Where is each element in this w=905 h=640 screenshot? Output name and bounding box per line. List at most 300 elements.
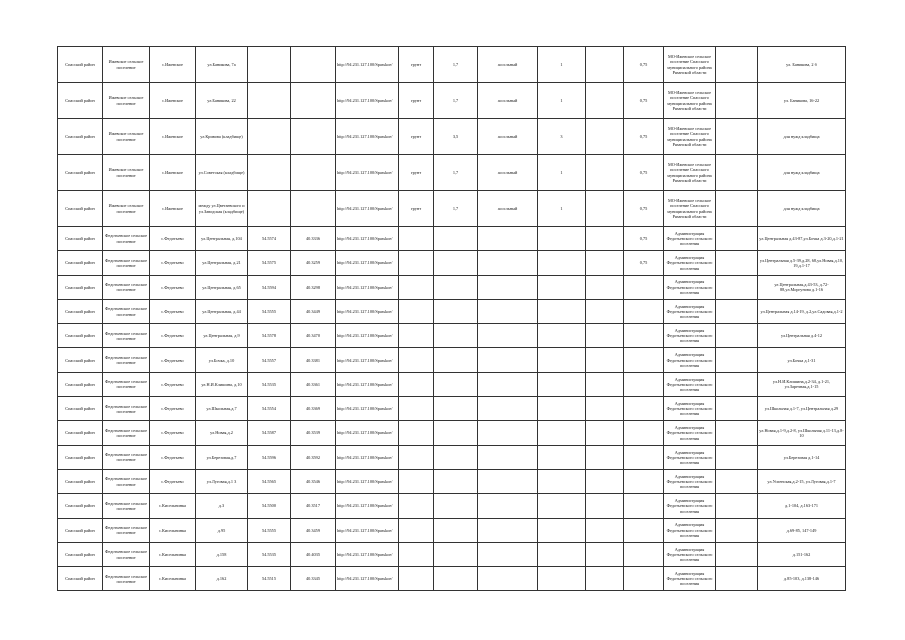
table-row [58, 119, 846, 155]
cell-latitude: 54.5578 [248, 324, 291, 348]
cell-photo-link[interactable]: http://94.231.127.100/Spasskoe/ [336, 372, 399, 396]
cell-col-15 [716, 469, 758, 493]
cell-col-12 [586, 275, 624, 299]
cell-served-addresses: ул.Центральная,д.43-53, д.72-88,ул.Моргунова д.1-16 [758, 275, 846, 299]
cell-area: 1,7 [434, 47, 478, 83]
cell-col-12 [586, 348, 624, 372]
cell-area: 1,7 [434, 155, 478, 191]
cell-longitude: 40.3546 [291, 469, 336, 493]
cell-container-count: 1 [538, 47, 586, 83]
cell-locality: с.Кисельнинка [150, 567, 196, 591]
cell-container-count [538, 227, 586, 251]
cell-settlement: Федотьевское сельское поселение [103, 445, 150, 469]
cell-area [434, 567, 478, 591]
cell-col-12 [586, 83, 624, 119]
cell-fence [478, 445, 538, 469]
cell-photo-link[interactable]: http://94.231.127.100/Spasskoe/ [336, 445, 399, 469]
cell-district: Спасский район [58, 348, 103, 372]
cell-address: ул.Центральная, д.65 [196, 275, 248, 299]
cell-col-15 [716, 567, 758, 591]
cell-col-12 [586, 518, 624, 542]
cell-address: ул.Центральная, д.104 [196, 227, 248, 251]
cell-served-addresses: ул.Центральная д.14-19, д.2,ул.Садовая,д.1-2 [758, 299, 846, 323]
cell-latitude [248, 119, 291, 155]
cell-settlement: Федотьевское сельское поселение [103, 372, 150, 396]
cell-col-12 [586, 324, 624, 348]
cell-owner: Администрация Федотьевского сельского поселения [664, 542, 716, 566]
cell-latitude: 54.5574 [248, 227, 291, 251]
cell-surface [399, 372, 434, 396]
cell-owner: МО-Ижевское сельское поселение Спасского муниципального района Рязанской области [664, 83, 716, 119]
cell-col-15 [716, 421, 758, 445]
cell-container-count [538, 421, 586, 445]
cell-col-15 [716, 518, 758, 542]
cell-area [434, 348, 478, 372]
cell-col-12 [586, 155, 624, 191]
cell-address: д.3 [196, 494, 248, 518]
cell-fence [478, 421, 538, 445]
cell-owner: Администрация Федотьевского сельского поселения [664, 567, 716, 591]
table-row [58, 83, 846, 119]
cell-district: Спасский район [58, 47, 103, 83]
cell-district: Спасский район [58, 494, 103, 518]
cell-photo-link[interactable]: http://94.231.127.100/Spasskoe/ [336, 83, 399, 119]
cell-longitude [291, 191, 336, 227]
cell-district: Спасский район [58, 397, 103, 421]
cell-col-15 [716, 275, 758, 299]
cell-surface [399, 494, 434, 518]
cell-area [434, 397, 478, 421]
cell-locality: с.Федотьево [150, 397, 196, 421]
cell-container-count: 1 [538, 83, 586, 119]
cell-address: д.158 [196, 542, 248, 566]
cell-locality: с.Федотьево [150, 324, 196, 348]
cell-volume [624, 494, 664, 518]
cell-district: Спасский район [58, 227, 103, 251]
cell-col-15 [716, 251, 758, 275]
cell-area [434, 445, 478, 469]
cell-locality: с.Кисельнинка [150, 542, 196, 566]
cell-surface [399, 324, 434, 348]
cell-latitude: 54.5596 [248, 445, 291, 469]
cell-latitude: 54.5557 [248, 348, 291, 372]
cell-locality: с.Федотьево [150, 251, 196, 275]
cell-area [434, 518, 478, 542]
cell-owner: Администрация Федотьевского сельского поселения [664, 275, 716, 299]
cell-latitude [248, 155, 291, 191]
cell-fence [478, 348, 538, 372]
table-row [58, 518, 846, 542]
cell-volume [624, 397, 664, 421]
cell-served-addresses: ул. Баникова, 2 б [758, 47, 846, 83]
cell-settlement: Ижевское сельское поселение [103, 155, 150, 191]
cell-col-12 [586, 445, 624, 469]
cell-col-15 [716, 542, 758, 566]
cell-locality: с.Ижевское [150, 155, 196, 191]
cell-locality: с.Ижевское [150, 83, 196, 119]
cell-container-count [538, 397, 586, 421]
cell-container-count [538, 567, 586, 591]
cell-photo-link[interactable]: http://94.231.127.100/Spasskoe/ [336, 227, 399, 251]
cell-container-count [538, 445, 586, 469]
cell-volume [624, 299, 664, 323]
cell-area [434, 421, 478, 445]
cell-fence [478, 372, 538, 396]
cell-longitude: 40.3459 [291, 518, 336, 542]
cell-locality: с.Ижевское [150, 191, 196, 227]
cell-address: ул.Советская (кладбище) [196, 155, 248, 191]
cell-settlement: Ижевское сельское поселение [103, 191, 150, 227]
cell-locality: с.Федотьево [150, 469, 196, 493]
cell-fence [478, 397, 538, 421]
cell-photo-link[interactable]: http://94.231.127.100/Spasskoe/ [336, 421, 399, 445]
table-row [58, 397, 846, 421]
cell-address: д.95 [196, 518, 248, 542]
cell-owner: Администрация Федотьевского сельского поселения [664, 348, 716, 372]
cell-container-count: 1 [538, 155, 586, 191]
cell-volume [624, 275, 664, 299]
cell-settlement: Федотьевское сельское поселение [103, 251, 150, 275]
cell-locality: с.Федотьево [150, 445, 196, 469]
cell-owner: МО-Ижевское сельское поселение Спасского муниципального района Рязанской области [664, 155, 716, 191]
cell-photo-link[interactable]: http://94.231.127.100/Spasskoe/ [336, 324, 399, 348]
cell-surface: грунт [399, 191, 434, 227]
cell-volume: 0,75 [624, 119, 664, 155]
cell-district: Спасский район [58, 469, 103, 493]
cell-photo-link[interactable]: http://94.231.127.100/Spasskoe/ [336, 348, 399, 372]
cell-longitude: 40.3336 [291, 227, 336, 251]
cell-district: Спасский район [58, 445, 103, 469]
cell-locality: с.Федотьево [150, 348, 196, 372]
cell-surface [399, 445, 434, 469]
cell-address: ул.Кривова (кладбище) [196, 119, 248, 155]
cell-settlement: Федотьевское сельское поселение [103, 275, 150, 299]
cell-latitude: 54.5555 [248, 518, 291, 542]
cell-owner: Администрация Федотьевского сельского поселения [664, 494, 716, 518]
cell-photo-link[interactable]: http://94.231.127.100/Spasskoe/ [336, 155, 399, 191]
cell-surface: грунт [399, 47, 434, 83]
cell-fence [478, 518, 538, 542]
cell-fence: асосльный [478, 155, 538, 191]
cell-address: ул.Баникова, 22 [196, 83, 248, 119]
cell-district: Спасский район [58, 83, 103, 119]
table-row [58, 191, 846, 227]
cell-locality: с.Ижевское [150, 119, 196, 155]
cell-volume [624, 567, 664, 591]
cell-locality: с.Федотьево [150, 372, 196, 396]
cell-surface [399, 469, 434, 493]
cell-photo-link[interactable]: http://94.231.127.100/Spasskoe/ [336, 119, 399, 155]
cell-latitude [248, 47, 291, 83]
cell-fence [478, 542, 538, 566]
cell-settlement: Ижевское сельское поселение [103, 119, 150, 155]
cell-area [434, 494, 478, 518]
cell-address: ул.Березовая,д.7 [196, 445, 248, 469]
cell-col-12 [586, 567, 624, 591]
cell-fence: асосльный [478, 119, 538, 155]
cell-fence: асосльный [478, 47, 538, 83]
cell-latitude: 54.5500 [248, 494, 291, 518]
cell-surface [399, 567, 434, 591]
cell-fence: асосльный [478, 191, 538, 227]
cell-longitude: 40.3369 [291, 397, 336, 421]
cell-surface [399, 299, 434, 323]
cell-district: Спасский район [58, 372, 103, 396]
cell-served-addresses: для нужд кладбища [758, 119, 846, 155]
cell-photo-link[interactable]: http://94.231.127.100/Spasskoe/ [336, 47, 399, 83]
cell-district: Спасский район [58, 119, 103, 155]
cell-address: ул.Центральная, д.9 [196, 324, 248, 348]
cell-longitude: 40.3470 [291, 324, 336, 348]
cell-col-12 [586, 372, 624, 396]
cell-photo-link[interactable]: http://94.231.127.100/Spasskoe/ [336, 518, 399, 542]
cell-settlement: Федотьевское сельское поселение [103, 518, 150, 542]
cell-container-count [538, 275, 586, 299]
cell-area: 1,7 [434, 191, 478, 227]
cell-col-12 [586, 47, 624, 83]
cell-surface [399, 348, 434, 372]
container-sites-table [57, 46, 846, 591]
cell-col-12 [586, 119, 624, 155]
cell-owner: Администрация Федотьевского сельского поселения [664, 324, 716, 348]
cell-settlement: Федотьевское сельское поселение [103, 324, 150, 348]
cell-fence [478, 324, 538, 348]
cell-area [434, 275, 478, 299]
cell-locality: с.Кисельнинка [150, 518, 196, 542]
cell-district: Спасский район [58, 155, 103, 191]
cell-surface [399, 251, 434, 275]
cell-longitude: 40.3539 [291, 421, 336, 445]
cell-address: ул.Новая,д.2 [196, 421, 248, 445]
cell-photo-link[interactable]: http://94.231.127.100/Spasskoe/ [336, 299, 399, 323]
cell-longitude: 40.3381 [291, 348, 336, 372]
cell-latitude: 54.5535 [248, 542, 291, 566]
cell-surface [399, 518, 434, 542]
cell-served-addresses: ул.Бочка д.1-31 [758, 348, 846, 372]
cell-volume: 0,75 [624, 227, 664, 251]
cell-area [434, 372, 478, 396]
cell-fence [478, 299, 538, 323]
cell-area [434, 542, 478, 566]
cell-col-12 [586, 397, 624, 421]
cell-fence [478, 567, 538, 591]
cell-fence [478, 227, 538, 251]
cell-address: ул.Н.И.Клишина, д.10 [196, 372, 248, 396]
cell-longitude [291, 83, 336, 119]
cell-locality: с.Федотьево [150, 275, 196, 299]
cell-latitude: 54.5565 [248, 469, 291, 493]
cell-longitude: 40.3592 [291, 445, 336, 469]
table-row [58, 372, 846, 396]
cell-col-15 [716, 191, 758, 227]
cell-settlement: Федотьевское сельское поселение [103, 421, 150, 445]
cell-address: ул.Бочка, д.10 [196, 348, 248, 372]
cell-district: Спасский район [58, 518, 103, 542]
cell-col-12 [586, 299, 624, 323]
table-row [58, 155, 846, 191]
cell-settlement: Федотьевское сельское поселение [103, 299, 150, 323]
cell-photo-link[interactable]: http://94.231.127.100/Spasskoe/ [336, 567, 399, 591]
cell-fence: асосльный [478, 83, 538, 119]
cell-volume [624, 469, 664, 493]
cell-surface [399, 542, 434, 566]
cell-fence [478, 494, 538, 518]
cell-served-addresses: д.85-103, д.138-146 [758, 567, 846, 591]
cell-area [434, 469, 478, 493]
cell-served-addresses: ул.Школьная д.1-7, ул.Центральная д.29 [758, 397, 846, 421]
cell-volume [624, 372, 664, 396]
cell-district: Спасский район [58, 191, 103, 227]
cell-longitude: 40.3449 [291, 299, 336, 323]
cell-owner: Администрация Федотьевского сельского поселения [664, 372, 716, 396]
cell-volume [624, 324, 664, 348]
cell-volume: 0,75 [624, 83, 664, 119]
cell-latitude [248, 191, 291, 227]
cell-address: между ул.Цветаевского и ул.Заводская (кладбище) [196, 191, 248, 227]
cell-container-count: 1 [538, 191, 586, 227]
cell-area: 1,7 [434, 83, 478, 119]
cell-container-count [538, 299, 586, 323]
cell-area [434, 324, 478, 348]
cell-served-addresses: ул.Центральная д.5-39,д.28, 68,ул.Новая,д.10, 19,д.1-17 [758, 251, 846, 275]
table-row [58, 469, 846, 493]
cell-col-12 [586, 251, 624, 275]
cell-surface [399, 227, 434, 251]
cell-latitude: 54.5575 [248, 251, 291, 275]
cell-photo-link[interactable]: http://94.231.127.100/Spasskoe/ [336, 251, 399, 275]
table-row [58, 251, 846, 275]
cell-col-12 [586, 421, 624, 445]
cell-latitude: 54.5555 [248, 299, 291, 323]
cell-photo-link[interactable]: http://94.231.127.100/Spasskoe/ [336, 494, 399, 518]
cell-owner: Администрация Федотьевского сельского поселения [664, 299, 716, 323]
cell-volume: 0,75 [624, 251, 664, 275]
cell-settlement: Федотьевское сельское поселение [103, 567, 150, 591]
cell-served-addresses: для нужд кладбища [758, 191, 846, 227]
cell-district: Спасский район [58, 275, 103, 299]
cell-latitude: 54.5535 [248, 372, 291, 396]
table-row [58, 445, 846, 469]
cell-settlement: Федотьевское сельское поселение [103, 469, 150, 493]
cell-owner: Администрация Федотьевского сельского поселения [664, 397, 716, 421]
cell-photo-link[interactable]: http://94.231.127.100/Spasskoe/ [336, 469, 399, 493]
cell-served-addresses: ул. Баникова, 16-22 [758, 83, 846, 119]
cell-photo-link[interactable]: http://94.231.127.100/Spasskoe/ [336, 275, 399, 299]
cell-address: ул.Центральная, д.44 [196, 299, 248, 323]
cell-col-12 [586, 191, 624, 227]
table-row [58, 275, 846, 299]
cell-surface [399, 275, 434, 299]
table-row [58, 542, 846, 566]
cell-longitude: 40.3298 [291, 275, 336, 299]
cell-volume [624, 421, 664, 445]
cell-owner: МО-Ижевское сельское поселение Спасского муниципального района Рязанской области [664, 119, 716, 155]
cell-col-12 [586, 494, 624, 518]
table-row [58, 299, 846, 323]
cell-col-15 [716, 83, 758, 119]
cell-address: д.162 [196, 567, 248, 591]
cell-photo-link[interactable]: http://94.231.127.100/Spasskoe/ [336, 191, 399, 227]
cell-col-15 [716, 155, 758, 191]
cell-longitude: 40.3345 [291, 567, 336, 591]
cell-photo-link[interactable]: http://94.231.127.100/Spasskoe/ [336, 542, 399, 566]
cell-district: Спасский район [58, 299, 103, 323]
cell-fence [478, 469, 538, 493]
cell-served-addresses: ул.Новая,д.1-9,д.2-8, ул.Школьная д.11-13,д.8-10 [758, 421, 846, 445]
cell-longitude: 40.3361 [291, 372, 336, 396]
cell-col-15 [716, 299, 758, 323]
cell-volume [624, 518, 664, 542]
cell-settlement: Федотьевское сельское поселение [103, 397, 150, 421]
cell-served-addresses: ул.Центральная д.43-87,ул.Бочка д.3-20,д.1-21 [758, 227, 846, 251]
cell-container-count [538, 348, 586, 372]
cell-area: 3,5 [434, 119, 478, 155]
cell-settlement: Федотьевское сельское поселение [103, 542, 150, 566]
cell-district: Спасский район [58, 421, 103, 445]
cell-surface: грунт [399, 119, 434, 155]
cell-served-addresses: д.69-85, 147-149 [758, 518, 846, 542]
table-row [58, 47, 846, 83]
cell-col-15 [716, 494, 758, 518]
table-row [58, 567, 846, 591]
cell-area [434, 251, 478, 275]
cell-surface [399, 397, 434, 421]
cell-latitude: 54.5515 [248, 567, 291, 591]
cell-latitude: 54.5554 [248, 397, 291, 421]
cell-served-addresses: ул.Березовая д.1-14 [758, 445, 846, 469]
cell-served-addresses: ул.Центральная д.4-12 [758, 324, 846, 348]
cell-settlement: Ижевское сельское поселение [103, 47, 150, 83]
cell-address: ул.Баникова, 7а [196, 47, 248, 83]
cell-owner: Администрация Федотьевского сельского поселения [664, 469, 716, 493]
cell-col-12 [586, 469, 624, 493]
cell-container-count [538, 518, 586, 542]
cell-locality: с.Федотьево [150, 299, 196, 323]
cell-container-count [538, 494, 586, 518]
cell-settlement: Ижевское сельское поселение [103, 83, 150, 119]
cell-longitude [291, 47, 336, 83]
cell-owner: Администрация Федотьевского сельского поселения [664, 421, 716, 445]
cell-container-count [538, 324, 586, 348]
cell-address: ул.Луговая,д.1 3 [196, 469, 248, 493]
cell-volume [624, 445, 664, 469]
cell-longitude: 40.3517 [291, 494, 336, 518]
cell-container-count: 3 [538, 119, 586, 155]
cell-container-count [538, 469, 586, 493]
cell-district: Спасский район [58, 251, 103, 275]
cell-district: Спасский район [58, 324, 103, 348]
cell-volume [624, 348, 664, 372]
cell-volume: 0,75 [624, 47, 664, 83]
cell-settlement: Федотьевское сельское поселение [103, 227, 150, 251]
cell-district: Спасский район [58, 542, 103, 566]
cell-col-12 [586, 227, 624, 251]
cell-fence [478, 251, 538, 275]
cell-fence [478, 275, 538, 299]
cell-surface: грунт [399, 83, 434, 119]
cell-col-15 [716, 119, 758, 155]
cell-latitude [248, 83, 291, 119]
cell-locality: с.Федотьево [150, 227, 196, 251]
cell-volume [624, 542, 664, 566]
table-row [58, 227, 846, 251]
table-row [58, 348, 846, 372]
cell-served-addresses: д.151-162 [758, 542, 846, 566]
cell-area [434, 299, 478, 323]
registry-sheet [57, 46, 845, 591]
cell-col-12 [586, 542, 624, 566]
cell-photo-link[interactable]: http://94.231.127.100/Spasskoe/ [336, 397, 399, 421]
